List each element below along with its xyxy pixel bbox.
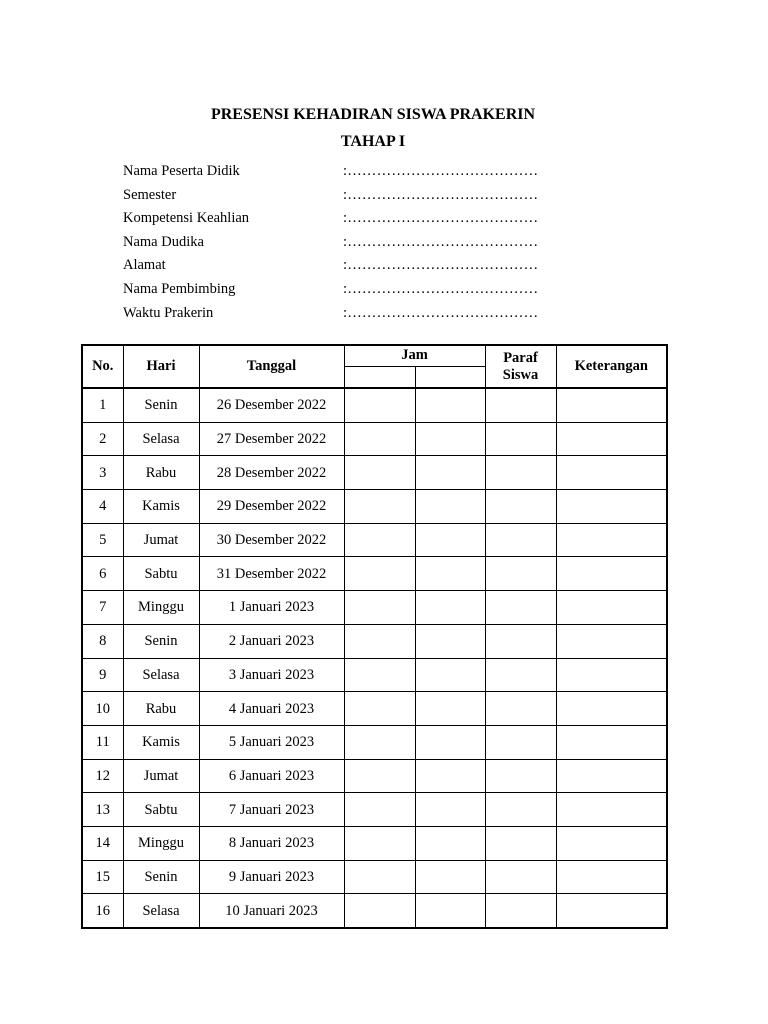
cell-jam-pulang[interactable] [415, 422, 485, 456]
cell-tanggal: 28 Desember 2022 [199, 456, 344, 490]
cell-jam-masuk[interactable] [344, 388, 415, 422]
info-label: Nama Dudika [123, 233, 204, 250]
header-no: No. [82, 345, 123, 388]
table-row [82, 523, 667, 557]
table-header [82, 345, 667, 388]
info-fill-line[interactable]: :………………………………… [343, 233, 539, 250]
cell-keterangan[interactable] [556, 860, 667, 894]
cell-no: 15 [82, 860, 123, 894]
cell-tanggal: 5 Januari 2023 [199, 725, 344, 759]
cell-keterangan[interactable] [556, 826, 667, 860]
table-body [82, 388, 667, 928]
info-label: Waktu Prakerin [123, 304, 214, 321]
cell-paraf-siswa[interactable] [485, 658, 556, 692]
cell-jam-pulang[interactable] [415, 523, 485, 557]
cell-no: 13 [82, 793, 123, 827]
cell-tanggal: 8 Januari 2023 [199, 826, 344, 860]
table-row [82, 557, 667, 591]
cell-paraf-siswa[interactable] [485, 860, 556, 894]
cell-paraf-siswa[interactable] [485, 490, 556, 524]
info-fill-line[interactable]: :………………………………… [343, 257, 539, 274]
header-paraf-siswa [485, 345, 556, 388]
table-row [82, 422, 667, 456]
cell-paraf-siswa[interactable] [485, 692, 556, 726]
table-row [82, 624, 667, 658]
table-row [82, 388, 667, 422]
cell-hari: Rabu [123, 692, 199, 726]
cell-jam-masuk[interactable] [344, 793, 415, 827]
cell-jam-pulang[interactable] [415, 826, 485, 860]
info-row-nama-pembimbing [123, 279, 573, 303]
cell-no: 2 [82, 422, 123, 456]
cell-keterangan[interactable] [556, 456, 667, 490]
cell-hari: Kamis [123, 725, 199, 759]
cell-no: 10 [82, 692, 123, 726]
cell-no: 12 [82, 759, 123, 793]
cell-jam-masuk[interactable] [344, 624, 415, 658]
cell-jam-masuk[interactable] [344, 826, 415, 860]
info-label: Alamat [123, 257, 166, 274]
cell-paraf-siswa[interactable] [485, 422, 556, 456]
header-jam-masuk [344, 367, 415, 389]
cell-tanggal: 3 Januari 2023 [199, 658, 344, 692]
cell-no: 4 [82, 490, 123, 524]
cell-hari: Selasa [123, 658, 199, 692]
cell-jam-pulang[interactable] [415, 456, 485, 490]
cell-keterangan[interactable] [556, 422, 667, 456]
cell-jam-masuk[interactable] [344, 759, 415, 793]
cell-no: 5 [82, 523, 123, 557]
cell-jam-pulang[interactable] [415, 658, 485, 692]
cell-jam-pulang[interactable] [415, 860, 485, 894]
cell-jam-masuk[interactable] [344, 490, 415, 524]
cell-jam-pulang[interactable] [415, 388, 485, 422]
cell-keterangan[interactable] [556, 793, 667, 827]
cell-keterangan[interactable] [556, 725, 667, 759]
info-label: Semester [123, 186, 177, 203]
cell-tanggal: 4 Januari 2023 [199, 692, 344, 726]
cell-keterangan[interactable] [556, 658, 667, 692]
info-fill-line[interactable]: :………………………………… [343, 163, 539, 179]
table-row [82, 826, 667, 860]
cell-jam-pulang[interactable] [415, 490, 485, 524]
cell-no: 7 [82, 591, 123, 625]
cell-paraf-siswa[interactable] [485, 624, 556, 658]
cell-jam-pulang[interactable] [415, 894, 485, 928]
cell-paraf-siswa[interactable] [485, 759, 556, 793]
cell-no: 1 [82, 388, 123, 422]
cell-hari: Senin [123, 624, 199, 658]
cell-tanggal: 1 Januari 2023 [199, 591, 344, 625]
cell-paraf-siswa[interactable] [485, 826, 556, 860]
info-label: Nama Pembimbing [123, 280, 236, 297]
info-fill-line[interactable]: :………………………………… [343, 210, 539, 227]
header-paraf-line1: Paraf [503, 349, 538, 366]
table-row [82, 490, 667, 524]
cell-jam-masuk[interactable] [344, 894, 415, 928]
table-row [82, 759, 667, 793]
table-row [82, 793, 667, 827]
cell-hari: Jumat [123, 759, 199, 793]
cell-keterangan[interactable] [556, 624, 667, 658]
cell-paraf-siswa[interactable] [485, 557, 556, 591]
info-fields [123, 161, 573, 326]
cell-tanggal: 30 Desember 2022 [199, 523, 344, 557]
cell-paraf-siswa[interactable] [485, 456, 556, 490]
table-row [82, 725, 667, 759]
cell-tanggal: 7 Januari 2023 [199, 793, 344, 827]
cell-jam-masuk[interactable] [344, 658, 415, 692]
cell-keterangan[interactable] [556, 759, 667, 793]
header-jam-pulang [415, 367, 485, 389]
cell-no: 6 [82, 557, 123, 591]
cell-hari: Sabtu [123, 557, 199, 591]
cell-tanggal: 27 Desember 2022 [199, 422, 344, 456]
cell-jam-masuk[interactable] [344, 557, 415, 591]
cell-keterangan[interactable] [556, 490, 667, 524]
cell-hari: Sabtu [123, 793, 199, 827]
cell-jam-masuk[interactable] [344, 456, 415, 490]
cell-keterangan[interactable] [556, 388, 667, 422]
cell-jam-masuk[interactable] [344, 523, 415, 557]
table-row [82, 591, 667, 625]
cell-paraf-siswa[interactable] [485, 591, 556, 625]
cell-paraf-siswa[interactable] [485, 894, 556, 928]
cell-no: 9 [82, 658, 123, 692]
cell-hari: Kamis [123, 490, 199, 524]
header-jam: Jam [344, 345, 485, 367]
table-row [82, 894, 667, 928]
cell-tanggal: 9 Januari 2023 [199, 860, 344, 894]
info-row-nama-dudika [123, 232, 573, 256]
cell-keterangan[interactable] [556, 557, 667, 591]
info-row-semester [123, 185, 573, 209]
cell-jam-masuk[interactable] [344, 591, 415, 625]
cell-tanggal: 2 Januari 2023 [199, 624, 344, 658]
cell-no: 8 [82, 624, 123, 658]
document-title: PRESENSI KEHADIRAN SISWA PRAKERIN [210, 106, 536, 123]
cell-jam-pulang[interactable] [415, 692, 485, 726]
cell-jam-masuk[interactable] [344, 692, 415, 726]
table-row [82, 658, 667, 692]
table-row [82, 860, 667, 894]
cell-no: 16 [82, 894, 123, 928]
info-fill-line[interactable]: :………………………………… [343, 186, 539, 203]
info-label: Nama Peserta Didik [123, 163, 240, 179]
cell-tanggal: 6 Januari 2023 [199, 759, 344, 793]
info-row-alamat [123, 255, 573, 279]
cell-tanggal: 29 Desember 2022 [199, 490, 344, 524]
cell-hari: Selasa [123, 422, 199, 456]
cell-hari: Minggu [123, 826, 199, 860]
cell-jam-pulang[interactable] [415, 725, 485, 759]
cell-hari: Senin [123, 860, 199, 894]
document-subtitle: TAHAP I [340, 133, 406, 150]
cell-no: 3 [82, 456, 123, 490]
cell-paraf-siswa[interactable] [485, 793, 556, 827]
cell-no: 11 [82, 725, 123, 759]
info-label: Kompetensi Keahlian [123, 210, 250, 227]
cell-keterangan[interactable] [556, 692, 667, 726]
cell-jam-masuk[interactable] [344, 860, 415, 894]
cell-paraf-siswa[interactable] [485, 523, 556, 557]
header-paraf-line2: Siswa [502, 366, 539, 383]
cell-hari: Senin [123, 388, 199, 422]
cell-tanggal: 10 Januari 2023 [199, 894, 344, 928]
info-row-kompetensi-keahlian [123, 208, 573, 232]
cell-paraf-siswa[interactable] [485, 725, 556, 759]
header-hari: Hari [123, 345, 199, 388]
attendance-table [81, 344, 668, 929]
header-tanggal: Tanggal [199, 345, 344, 388]
info-fill-line[interactable]: :………………………………… [343, 304, 539, 321]
cell-no: 14 [82, 826, 123, 860]
cell-jam-masuk[interactable] [344, 422, 415, 456]
cell-jam-masuk[interactable] [344, 725, 415, 759]
cell-keterangan[interactable] [556, 894, 667, 928]
cell-tanggal: 31 Desember 2022 [199, 557, 344, 591]
cell-keterangan[interactable] [556, 591, 667, 625]
cell-paraf-siswa[interactable] [485, 388, 556, 422]
cell-jam-pulang[interactable] [415, 557, 485, 591]
cell-hari: Jumat [123, 523, 199, 557]
cell-keterangan[interactable] [556, 523, 667, 557]
cell-jam-pulang[interactable] [415, 624, 485, 658]
cell-tanggal: 26 Desember 2022 [199, 388, 344, 422]
cell-jam-pulang[interactable] [415, 793, 485, 827]
info-row-nama-peserta-didik [123, 161, 573, 185]
info-fill-line[interactable]: :………………………………… [343, 280, 539, 297]
cell-jam-pulang[interactable] [415, 759, 485, 793]
info-row-waktu-prakerin [123, 303, 573, 327]
cell-hari: Rabu [123, 456, 199, 490]
header-keterangan: Keterangan [556, 345, 667, 388]
cell-hari: Selasa [123, 894, 199, 928]
cell-jam-pulang[interactable] [415, 591, 485, 625]
table-row [82, 692, 667, 726]
cell-hari: Minggu [123, 591, 199, 625]
table-row [82, 456, 667, 490]
